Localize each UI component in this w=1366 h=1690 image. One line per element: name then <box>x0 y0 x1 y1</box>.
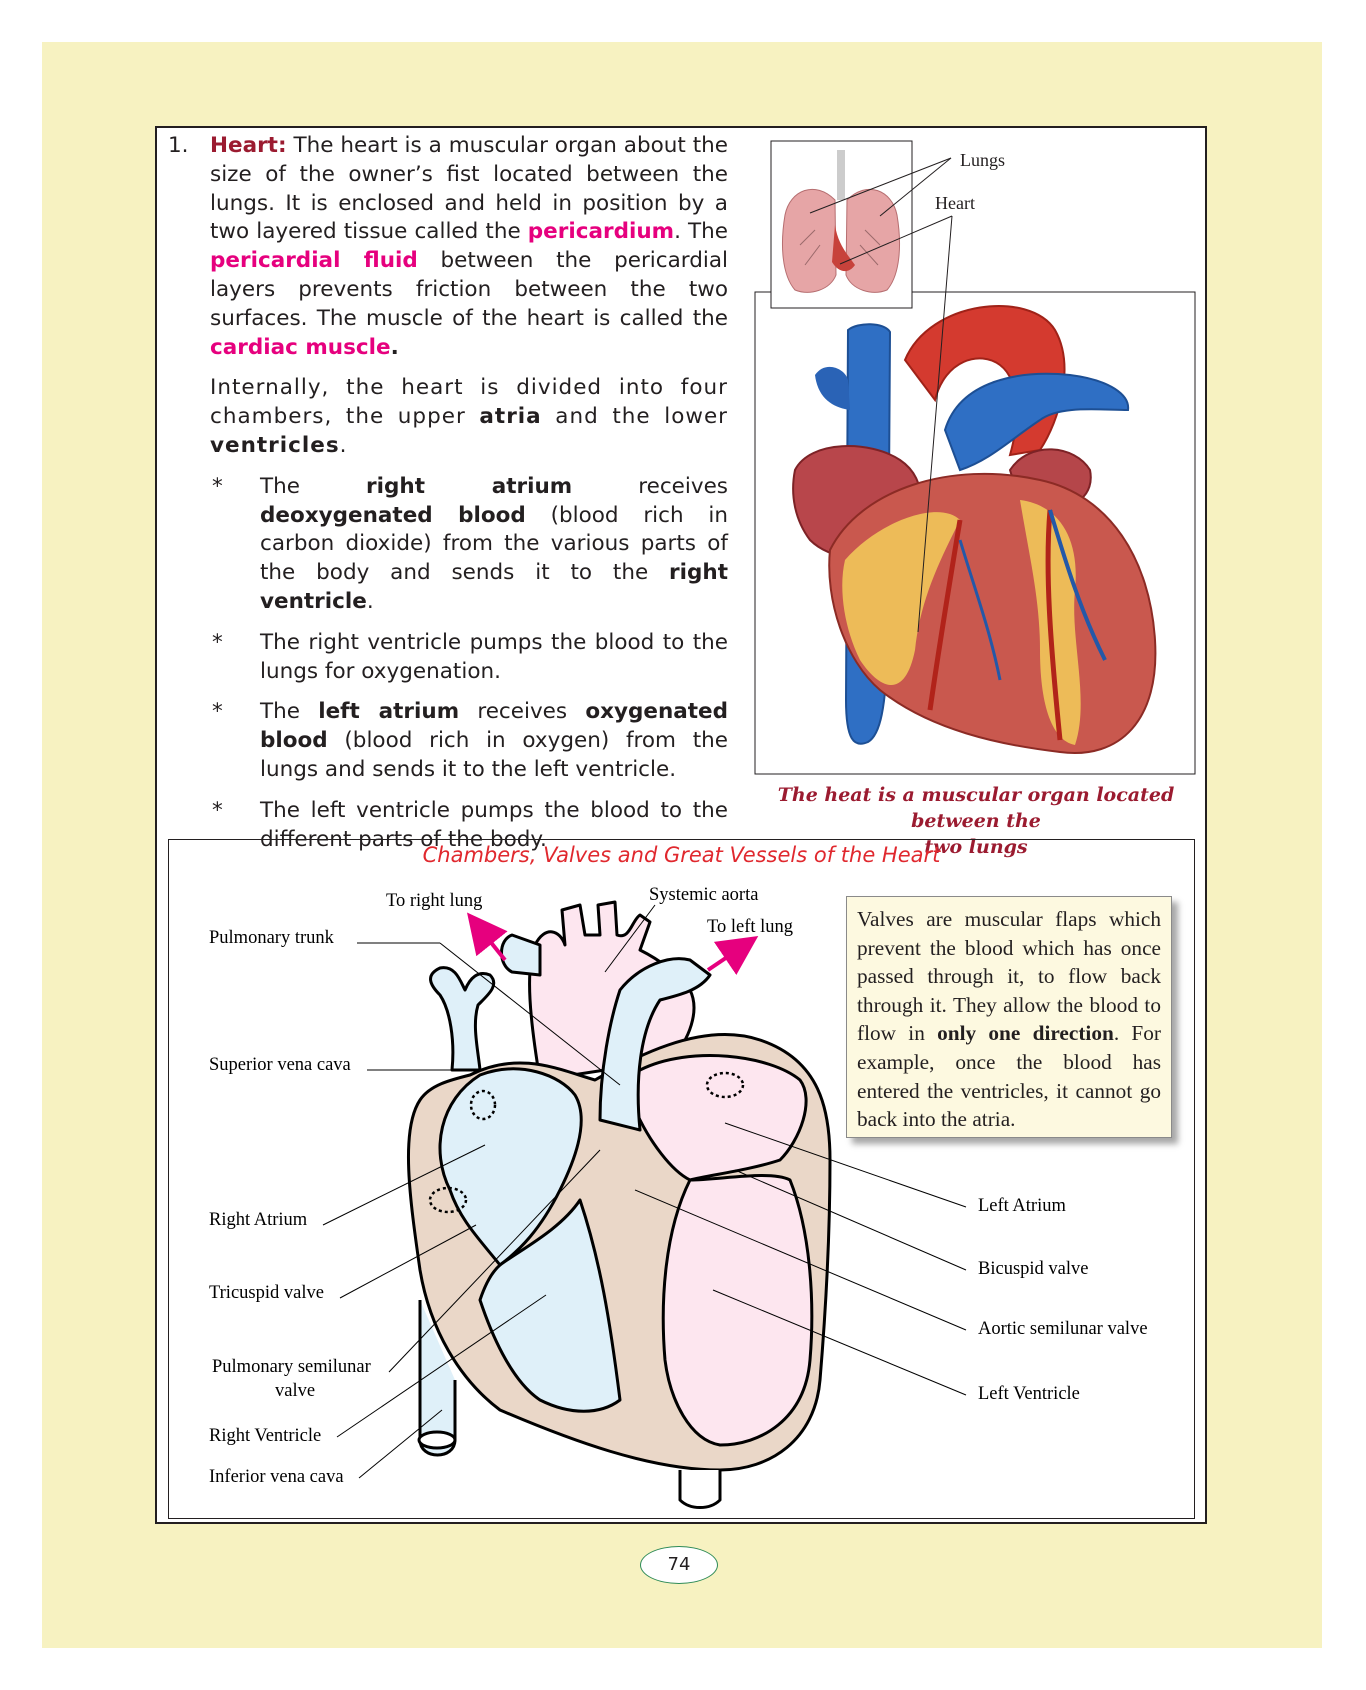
term-pericardial-fluid: pericardial fluid <box>210 248 418 274</box>
label-pulmonary-semilunar-valve: valve <box>275 1381 316 1401</box>
term-cardiac-muscle: cardiac muscle <box>210 334 391 360</box>
bullet-star: * <box>212 797 223 823</box>
term-atria: atria <box>479 404 542 430</box>
text-run: between the pericardial layers prevents friction between the two surfaces. The muscle of the heart is called the <box>210 248 728 331</box>
label-heart: Heart <box>935 193 975 213</box>
term-right-ventricle: right ventricle <box>260 560 728 614</box>
item-number: 1. <box>168 133 189 158</box>
text-run: The <box>260 473 367 499</box>
text-run: The left ventricle pumps the blood to the different parts of the body. <box>260 797 728 852</box>
text-run: (blood rich in oxygen) from the lungs and sends it to the left ventricle. <box>260 728 728 782</box>
caption-line-1: The heat is a muscular organ located between the <box>777 784 1175 832</box>
bullet-star: * <box>212 473 223 499</box>
text-run: . <box>366 588 374 614</box>
label-right-ventricle: Right Ventricle <box>209 1426 322 1446</box>
text-run: Internally, the heart is divided into four chambers, the upper <box>210 375 728 430</box>
bullet-star: * <box>212 699 223 725</box>
text-run: receives <box>459 699 586 725</box>
text-run: . <box>390 334 399 360</box>
text-run: The <box>260 699 319 725</box>
text-run: The right ventricle pumps the blood to the lungs for oxygenation. <box>260 629 728 684</box>
label-bicuspid-valve: Bicuspid valve <box>978 1259 1089 1279</box>
term-right-atrium: right atrium <box>366 473 573 499</box>
label-inferior-vena-cava: Inferior vena cava <box>209 1467 344 1487</box>
text-run: . <box>339 432 348 458</box>
note-emphasis: only one direction <box>937 1021 1114 1046</box>
term-ventricles: ventricles <box>210 432 340 458</box>
text-run: . The <box>674 219 729 245</box>
label-lungs: Lungs <box>960 150 1005 170</box>
term-pericardium: pericardium <box>527 219 675 245</box>
term-oxygenated-blood: oxygenated blood <box>260 699 729 754</box>
text-run: and the lower <box>541 404 729 430</box>
label-pulmonary-trunk: Pulmonary trunk <box>209 928 334 948</box>
diagram-title: Chambers, Valves and Great Vessels of the Heart <box>422 843 941 867</box>
page-number: 74 <box>640 1546 718 1584</box>
valves-note <box>846 896 1172 1138</box>
caption-line-2: two lungs <box>924 836 1028 858</box>
text-run: Valves are muscular flaps which prevent the blood which has once passed through it, to flow back through it. They allow the blood to flow in <box>857 907 1161 1046</box>
label-left-ventricle: Left Ventricle <box>978 1384 1080 1404</box>
label-tricuspid-valve: Tricuspid valve <box>209 1283 324 1303</box>
label-pulmonary-semilunar: Pulmonary semilunar <box>212 1357 371 1377</box>
text-run: . For example, once the blood has entered the ventricles, it cannot go back into the atria. <box>857 1021 1161 1132</box>
label-to-right-lung: To right lung <box>386 891 483 911</box>
text-run: (blood rich in carbon dioxide) from the various parts of the body and sends it to the <box>260 502 728 586</box>
term-left-atrium: left atrium <box>318 699 460 725</box>
label-to-left-lung: To left lung <box>707 917 794 937</box>
label-superior-vena-cava: Superior vena cava <box>209 1055 351 1075</box>
label-aortic-semilunar-valve: Aortic semilunar valve <box>978 1319 1148 1339</box>
label-left-atrium: Left Atrium <box>978 1196 1066 1216</box>
label-systemic-aorta: Systemic aorta <box>649 885 759 905</box>
text-run: receives <box>572 473 728 499</box>
bullet-star: * <box>212 629 223 655</box>
heading-heart: Heart: <box>210 133 287 158</box>
term-deoxygenated-blood: deoxygenated blood <box>260 502 526 528</box>
label-right-atrium: Right Atrium <box>209 1210 308 1230</box>
text-run: The heart is a muscular organ about the size of the owner’s fist located between the lungs. It is enclosed and held in position by a two layered tissue called the <box>210 133 728 245</box>
